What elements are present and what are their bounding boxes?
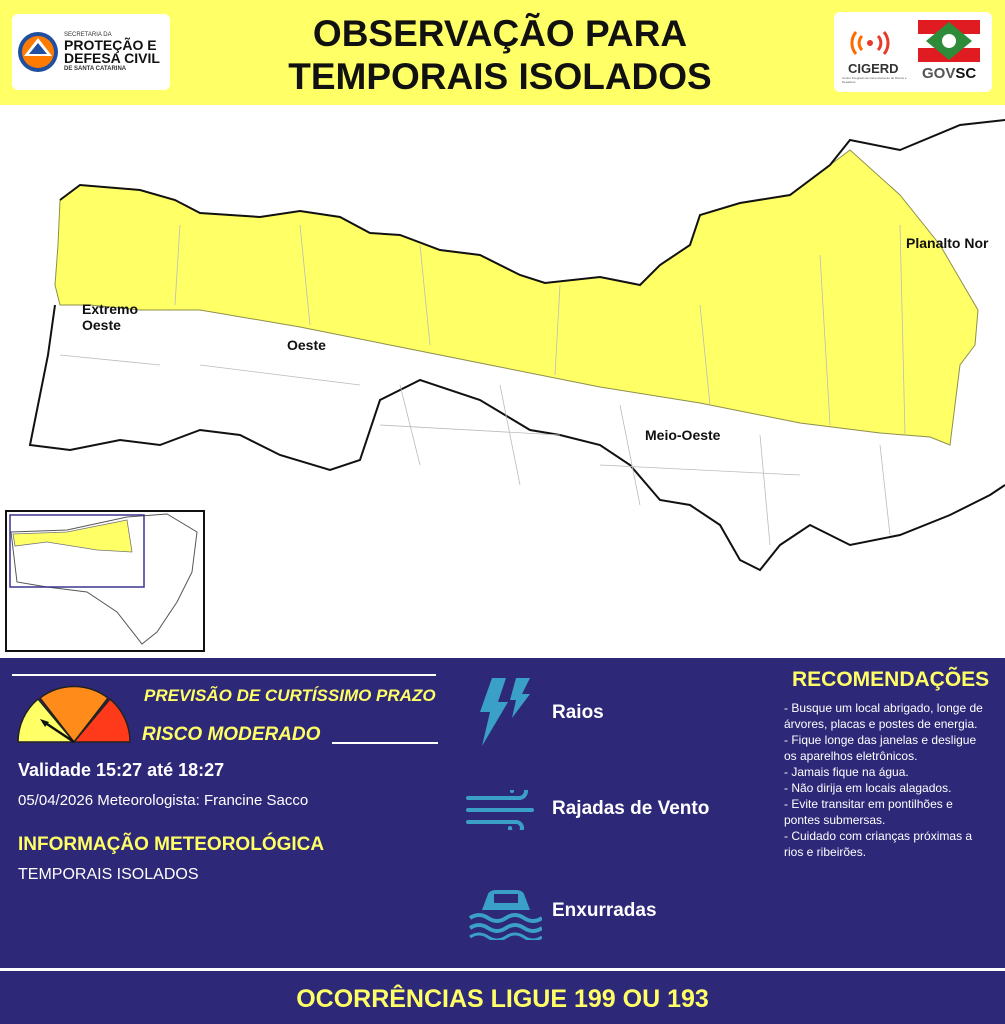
inset-map-canvas	[7, 512, 203, 650]
hazard-label-enxurradas: Enxurradas	[552, 900, 657, 921]
region-label-oeste: Oeste	[287, 337, 326, 353]
wind-icon	[466, 790, 540, 830]
logo-left-line3: DEFESA CIVIL	[64, 50, 160, 66]
recommendation-item: - Jamais fique na água.	[784, 765, 909, 779]
region-label-extremo-oeste	[82, 301, 138, 333]
cigerd-signal-icon	[852, 32, 888, 54]
flood-car-icon	[468, 880, 542, 940]
emergency-phone-text: OCORRÊNCIAS LIGUE 199 OU 193	[296, 985, 709, 1013]
locator-inset-map	[5, 510, 205, 652]
footer	[0, 968, 1005, 1024]
date-meteorologist: 05/04/2026 Meteorologista: Francine Sacco	[18, 792, 309, 809]
page-title	[240, 12, 760, 98]
recommendation-item: - Fique longe das janelas e desligue os aparelhos eletrônicos.	[784, 733, 977, 763]
logo-left-line4: DE SANTA CATARINA	[64, 66, 127, 72]
hazard-label-raios: Raios	[552, 702, 604, 723]
title-line1: OBSERVAÇÃO PARA	[312, 13, 688, 54]
recommendation-item: - Cuidado com crianças próximas a rios e ribeirões.	[784, 829, 973, 859]
title-line2: TEMPORAIS ISOLADOS	[288, 56, 712, 97]
logo-left-line2: PROTEÇÃO E	[64, 37, 157, 53]
extremo-oeste-line1: Extremo	[82, 301, 139, 317]
santa-catarina-flag-icon	[918, 20, 980, 62]
recommendations-title: RECOMENDAÇÕES	[792, 668, 990, 691]
govsc-logo-text	[922, 65, 976, 82]
info-title: INFORMAÇÃO METEOROLÓGICA	[18, 834, 325, 855]
gauge-top-line	[12, 674, 436, 676]
region-label-planalto-norte: Planalto Nor	[906, 235, 989, 251]
recommendation-item: - Não dirija em locais alagados.	[784, 781, 952, 795]
extremo-oeste-line2: Oeste	[82, 317, 121, 333]
risk-level-label: RISCO MODERADO	[142, 724, 321, 745]
cigerd-name: CIGERD	[848, 61, 899, 76]
cigerd-subtitle: Centro Integrado de Gerenciamento de Riscos e Desastres	[842, 76, 907, 84]
info-text: TEMPORAIS ISOLADOS	[18, 866, 199, 883]
alert-map	[0, 105, 1005, 658]
logo-left-line1: SECRETARIA DA	[64, 32, 112, 38]
region-label-meio-oeste: Meio-Oeste	[645, 427, 721, 443]
govsc-gov: GOV	[922, 65, 956, 82]
govsc-sc: SC	[955, 65, 977, 82]
info-panel	[0, 658, 1005, 968]
recommendation-item: - Evite transitar em pontilhões e pontes submersas.	[784, 797, 953, 827]
risk-gauge-icon	[14, 682, 134, 744]
recommendations-list	[784, 700, 990, 860]
alert-area	[55, 150, 978, 445]
hazard-label-rajadas: Rajadas de Vento	[552, 798, 710, 819]
recommendation-item: - Busque um local abrigado, longe de árvores, placas e postes de energia.	[784, 701, 983, 731]
forecast-type: PREVISÃO DE CURTÍSSIMO PRAZO	[144, 686, 436, 705]
header	[0, 0, 1005, 105]
validity-text: Validade 15:27 até 18:27	[18, 760, 225, 780]
lightning-icon	[474, 676, 536, 748]
gauge-bottom-line	[332, 742, 438, 744]
partner-logos	[834, 12, 992, 92]
defesa-civil-logo	[12, 14, 170, 90]
